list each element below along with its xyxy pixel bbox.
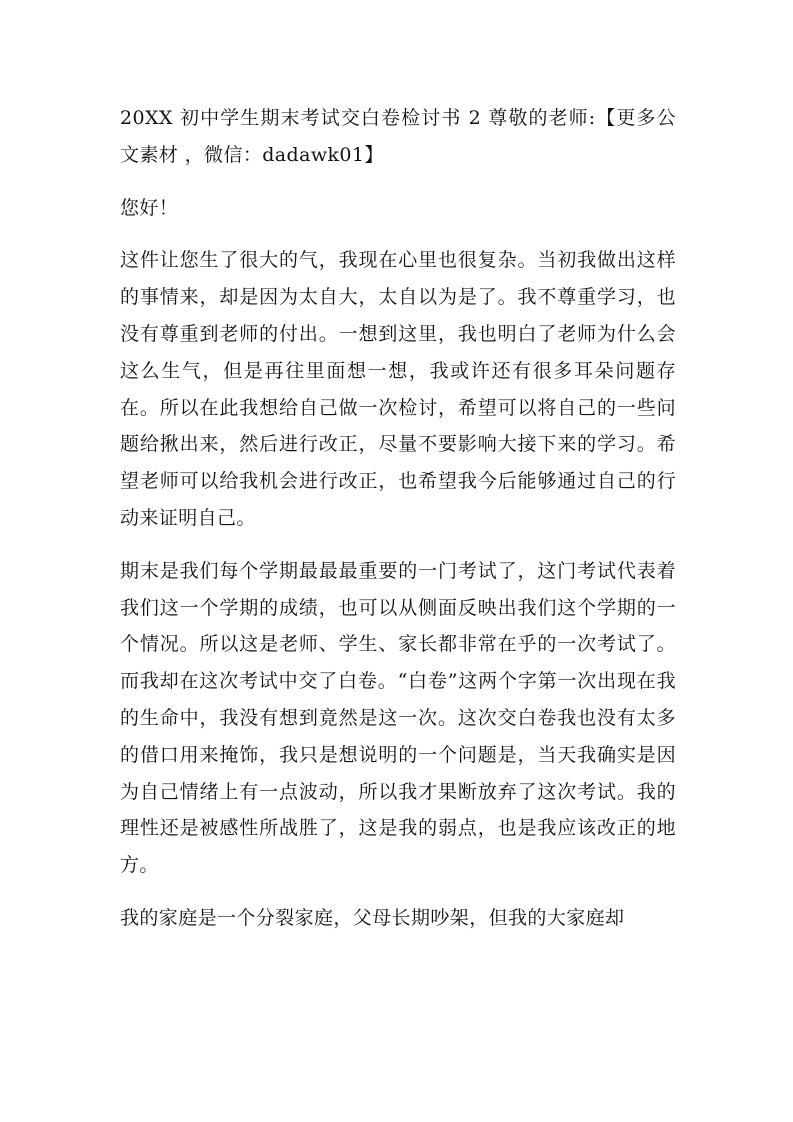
greeting: 您好！: [120, 196, 179, 219]
body-paragraph: 期末是我们每个学期最最最重要的一门考试了，这门考试代表着我们这一个学期的成绩，也可以从侧面反映出我们这个学期的一个情况。所以这是老师、学生、家长都非常在乎的一次考试了。而我却在这次考试中交了白卷。“白卷”这两个字第一次出现在我的生命中，我没有想到竟然是这一次。这次交白卷我也没有太多的借口用来掩饰，我只是想说明的一个问题是，当天我确实是因为自己情绪上有一点波动，所以我才果断放弃了这次考试。我的理性还是被感性所战胜了，这是我的弱点，也是我应该改正的地方。: [120, 559, 676, 877]
body-paragraph: 这件让您生了很大的气，我现在心里也很复杂。当初我做出这样的事情来，却是因为太自大，太自以为是了。我不尊重学习，也没有尊重到老师的付出。一想到这里，我也明白了老师为什么会这么生气，但是再往里面想一想，我或许还有很多耳朵问题存在。所以在此我想给自己做一次检讨，希望可以将自己的一些问题给揪出来，然后进行改正，尽量不要影响大接下来的学习。希望老师可以给我机会进行改正，也希望我今后能够通过自己的行动来证明自己。: [120, 249, 676, 529]
body-paragraph: 我的家庭是一个分裂家庭，父母长期吵架，但我的大家庭却: [120, 906, 625, 929]
document-page: [120, 100, 676, 953]
document-heading: 20XX 初中学生期末考试交白卷检讨书 2 尊敬的老师:【更多公文素材 ，微信：dadawk01】: [120, 107, 676, 166]
